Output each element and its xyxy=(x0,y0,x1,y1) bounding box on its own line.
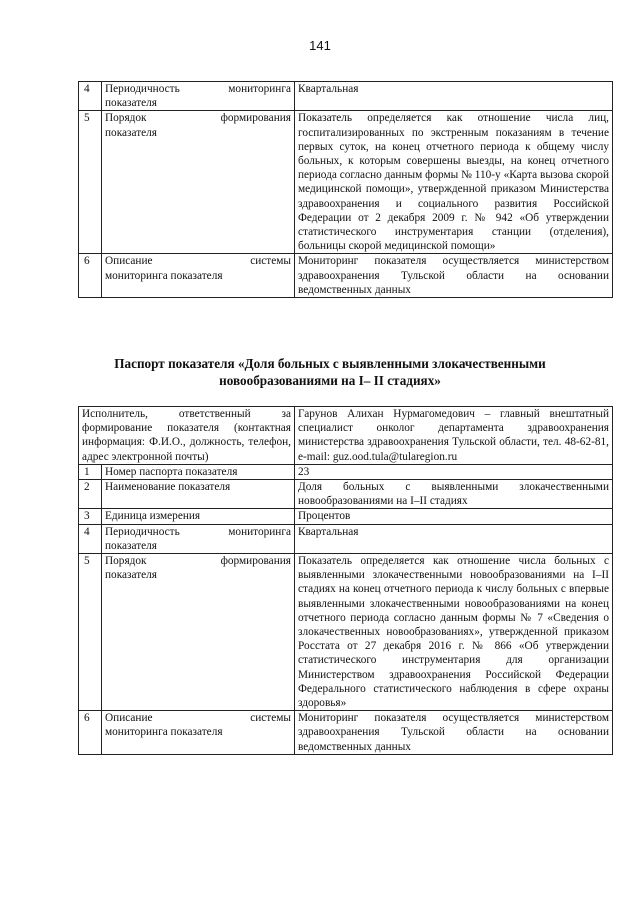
row-label: Наименование показателя xyxy=(102,480,295,509)
table-row xyxy=(79,111,613,254)
row-label xyxy=(102,254,295,298)
label-word: Порядок xyxy=(105,112,147,125)
table-row xyxy=(79,407,613,465)
row-number: 3 xyxy=(79,509,102,524)
row-number: 5 xyxy=(79,554,102,711)
label-word: Порядок xyxy=(105,555,147,568)
label-word: формирования xyxy=(220,112,291,125)
label-line: показателя xyxy=(105,569,157,582)
label-word: системы xyxy=(250,712,291,725)
row-value: Мониторинг показателя осуществляется министерством здравоохранения Тульской области на основании ведомственных данных xyxy=(295,711,613,755)
row-value: 23 xyxy=(295,464,613,479)
label-word: формирования xyxy=(220,555,291,568)
row-label xyxy=(102,554,295,711)
heading-line-1: Паспорт показателя «Доля больных с выявленными злокачественными xyxy=(114,356,546,371)
row-value: Доля больных с выявленными злокачественными новообразованиями на I–II стадиях xyxy=(295,480,613,509)
executor-value: Гарунов Алихан Нурмагомедович – главный внештатный специалист онколог департамента здравоохранения министерства здравоохранения Тульской области, тел. 48-62-81, e-mail: guz.ood.tula@tularegion.ru xyxy=(295,407,613,465)
indicator-passport-table xyxy=(78,406,613,755)
row-label xyxy=(102,711,295,755)
table-row xyxy=(79,464,613,479)
row-label xyxy=(102,111,295,254)
row-value: Показатель определяется как отношение числа больных с выявленными злокачественными новообразованиями на I–II стадиях на конец отчетного периода к числу больных с впервые выявленными злокачественными новообразованиями на конец отчетного периода согласно данным формы № 7 «Сведения о злокачественных новообразованиях», утвержденной приказом Росстата от 27 декабря 2016 г. № 866 «Об утверждении статистического инструментария для организации Министерством здравоохранения Российской Федерации Федерального статистического наблюдения в сфере охраны здоровья» xyxy=(295,554,613,711)
row-label xyxy=(102,82,295,111)
label-word: Периодичность xyxy=(105,83,180,95)
label-word: системы xyxy=(250,255,291,268)
table-row xyxy=(79,254,613,298)
row-number: 5 xyxy=(79,111,102,254)
executor-label: Исполнитель, ответственный за формирование показателя (контактная информация: Ф.И.О., должность, телефон, адрес электронной почты) xyxy=(79,407,295,465)
table-row xyxy=(79,480,613,509)
row-number: 4 xyxy=(79,82,102,111)
row-number: 1 xyxy=(79,464,102,479)
table-row xyxy=(79,509,613,524)
table-row xyxy=(79,82,613,111)
page-number: 141 xyxy=(309,38,331,53)
label-word: мониторинга xyxy=(228,83,291,95)
label-line: показателя xyxy=(105,97,157,110)
label-word: мониторинга xyxy=(228,525,291,538)
label-line: мониторинга показателя xyxy=(105,269,223,282)
label-word: Описание xyxy=(105,255,153,268)
row-number: 4 xyxy=(79,524,102,553)
heading-line-2: новообразованиями на I– II стадиях» xyxy=(219,373,441,388)
row-value: Мониторинг показателя осуществляется министерством здравоохранения Тульской области на основании ведомственных данных xyxy=(295,254,613,298)
row-label: Номер паспорта показателя xyxy=(102,464,295,479)
row-value: Показатель определяется как отношение числа лиц, госпитализированных по экстренным показаниям в течение первых суток, на конец отчетного периода к общему числу больных, к которым совершены выезды, на конец отчетного периода согласно данным формы № 110-у «Карта вызова скорой медицинской помощи», утвержденной приказом Министерства здравоохранения и социального развития Российской Федерации от 2 декабря 2009 г. № 942 «Об утверждении статистического инструментария станции (отделения), больницы скорой медицинской помощи» xyxy=(295,111,613,254)
indicator-table-continued xyxy=(78,81,613,298)
row-label xyxy=(102,524,295,553)
passport-heading xyxy=(60,355,600,389)
row-value: Квартальная xyxy=(295,524,613,553)
label-word: Периодичность xyxy=(105,525,180,538)
row-number: 6 xyxy=(79,711,102,755)
table-row xyxy=(79,524,613,553)
row-label: Единица измерения xyxy=(102,509,295,524)
row-value: Процентов xyxy=(295,509,613,524)
row-number: 6 xyxy=(79,254,102,298)
label-line: показателя xyxy=(105,539,157,552)
table-row xyxy=(79,711,613,755)
table-row xyxy=(79,554,613,711)
label-line: показателя xyxy=(105,126,157,139)
row-value: Квартальная xyxy=(295,82,613,111)
row-number: 2 xyxy=(79,480,102,509)
label-word: Описание xyxy=(105,712,153,725)
label-line: мониторинга показателя xyxy=(105,726,223,739)
